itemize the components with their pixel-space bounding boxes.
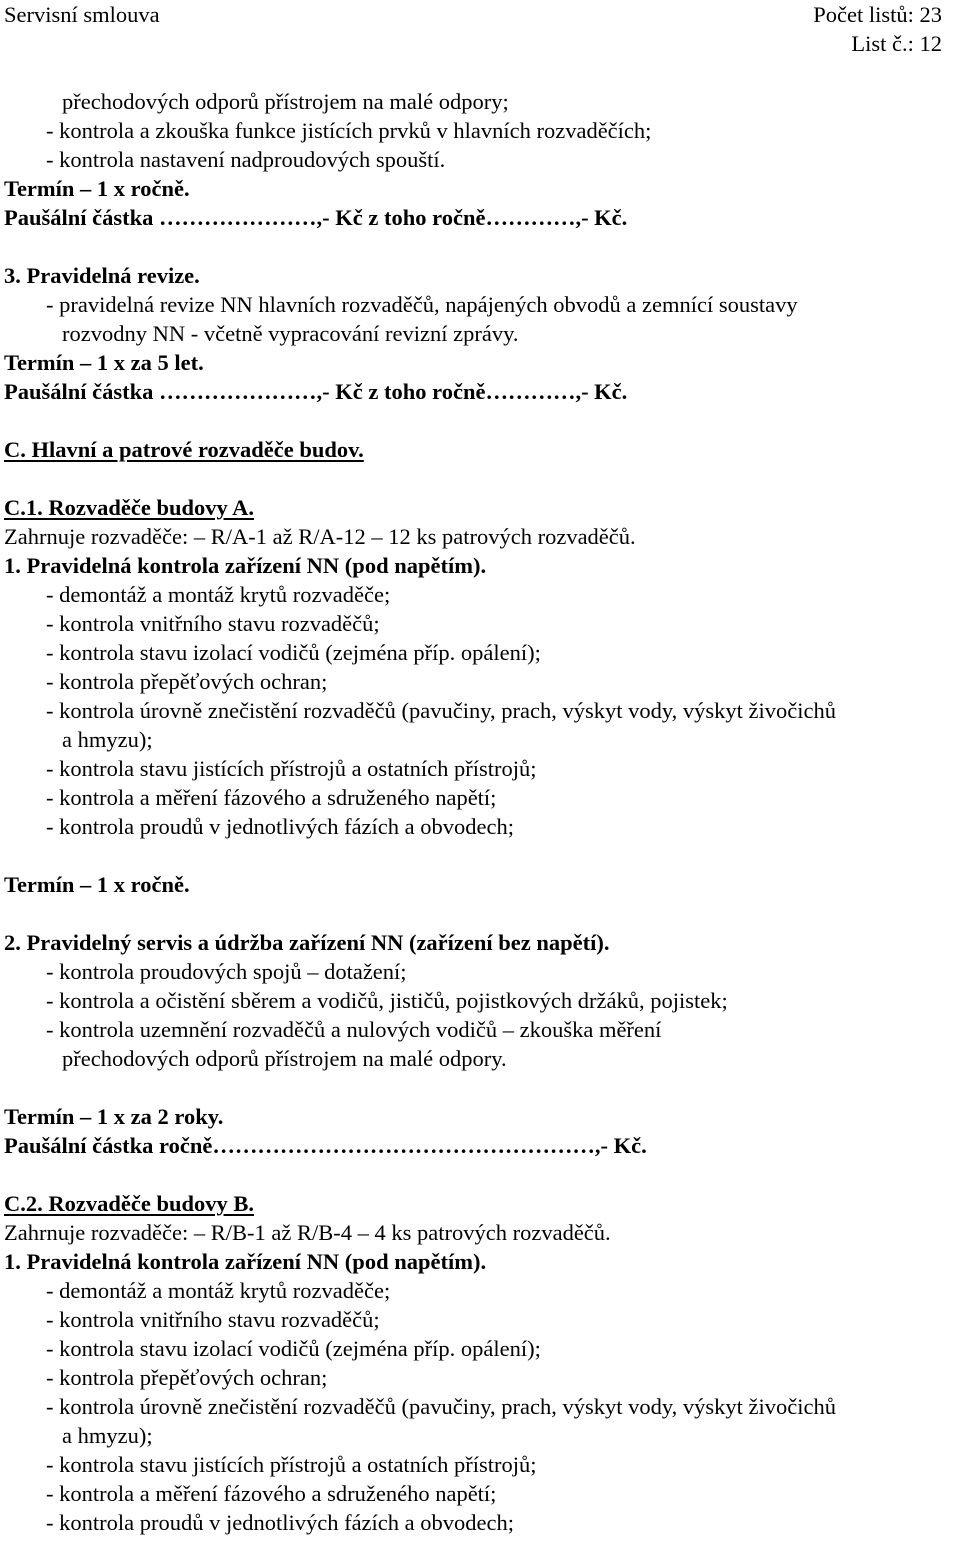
text-line: - kontrola a zkouška funkce jistících prvků v hlavních rozvaděčích; — [46, 118, 652, 143]
text-line: - kontrola a měření fázového a sdruženého napětí; — [46, 785, 497, 810]
text-line: - kontrola stavu jistících přístrojů a ostatních přístrojů; — [46, 756, 537, 781]
text-line: - kontrola proudů v jednotlivých fázích a obvodech; — [46, 814, 514, 839]
text-line: - kontrola a očistění sběrem a vodičů, jističů, pojistkových držáků, pojistek; — [46, 988, 728, 1013]
text-line: - kontrola a měření fázového a sdruženého napětí; — [46, 1481, 497, 1506]
text-line: Zahrnuje rozvaděče: – R/A-1 až R/A-12 – 12 ks patrových rozvaděčů. — [4, 524, 636, 549]
text-line: a hmyzu); — [62, 1423, 153, 1448]
term-line: Termín – 1 x ročně. — [4, 176, 190, 201]
chapter-heading: C. Hlavní a patrové rozvaděče budov. — [4, 437, 364, 462]
text-line: Zahrnuje rozvaděče: – R/B-1 až R/B-4 – 4 ks patrových rozvaděčů. — [4, 1220, 611, 1245]
fee-line: Paušální částka …………………,- Kč z toho ročně…………,- Kč. — [4, 205, 628, 230]
text-line: - kontrola nastavení nadproudových spouští. — [46, 147, 446, 172]
text-line: - kontrola úrovně znečistění rozvaděčů (pavučiny, prach, výskyt vody, výskyt živočichů — [46, 698, 836, 723]
text-line: - pravidelná revize NN hlavních rozvaděčů, napájených obvodů a zemnící soustavy — [46, 292, 798, 317]
section-heading: 1. Pravidelná kontrola zařízení NN (pod napětím). — [4, 1249, 487, 1274]
section-heading: 2. Pravidelný servis a údržba zařízení NN (zařízení bez napětí). — [4, 930, 610, 955]
subsection-heading: C.1. Rozvaděče budovy A. — [4, 495, 255, 520]
section-heading: 3. Pravidelná revize. — [4, 263, 200, 288]
text-line: - demontáž a montáž krytů rozvaděče; — [46, 1278, 391, 1303]
text-line: - kontrola uzemnění rozvaděčů a nulových vodičů – zkouška měření — [46, 1017, 662, 1042]
text-line: - kontrola přepěťových ochran; — [46, 1365, 328, 1390]
header-page-count: Počet listů: 23 — [813, 2, 942, 27]
section-heading: 1. Pravidelná kontrola zařízení NN (pod napětím). — [4, 553, 487, 578]
text-line: - kontrola proudů v jednotlivých fázích a obvodech; — [46, 1510, 514, 1535]
text-line: - kontrola úrovně znečistění rozvaděčů (pavučiny, prach, výskyt vody, výskyt živočichů — [46, 1394, 836, 1419]
text-line: - kontrola stavu jistících přístrojů a ostatních přístrojů; — [46, 1452, 537, 1477]
text-line: - kontrola přepěťových ochran; — [46, 669, 328, 694]
text-line: a hmyzu); — [62, 727, 153, 752]
header-title: Servisní smlouva — [4, 2, 160, 27]
header-page-number: List č.: 12 — [851, 31, 942, 56]
text-line: - demontáž a montáž krytů rozvaděče; — [46, 582, 391, 607]
subsection-heading: C.2. Rozvaděče budovy B. — [4, 1191, 255, 1216]
fee-line: Paušální částka …………………,- Kč z toho ročně…………,- Kč. — [4, 379, 628, 404]
fee-line: Paušální částka ročně……………………………………………,- Kč. — [4, 1133, 647, 1158]
text-line: přechodových odporů přístrojem na malé odpory; — [62, 89, 509, 114]
text-line: - kontrola vnitřního stavu rozvaděčů; — [46, 1307, 380, 1332]
text-line: - kontrola stavu izolací vodičů (zejména příp. opálení); — [46, 1336, 541, 1361]
text-line: - kontrola proudových spojů – dotažení; — [46, 959, 407, 984]
term-line: Termín – 1 x za 2 roky. — [4, 1104, 224, 1129]
text-line: rozvodny NN - včetně vypracování revizní zprávy. — [62, 321, 519, 346]
text-line: - kontrola stavu izolací vodičů (zejména příp. opálení); — [46, 640, 541, 665]
term-line: Termín – 1 x ročně. — [4, 872, 190, 897]
term-line: Termín – 1 x za 5 let. — [4, 350, 204, 375]
text-line: - kontrola vnitřního stavu rozvaděčů; — [46, 611, 380, 636]
text-line: přechodových odporů přístrojem na malé odpory. — [62, 1046, 507, 1071]
